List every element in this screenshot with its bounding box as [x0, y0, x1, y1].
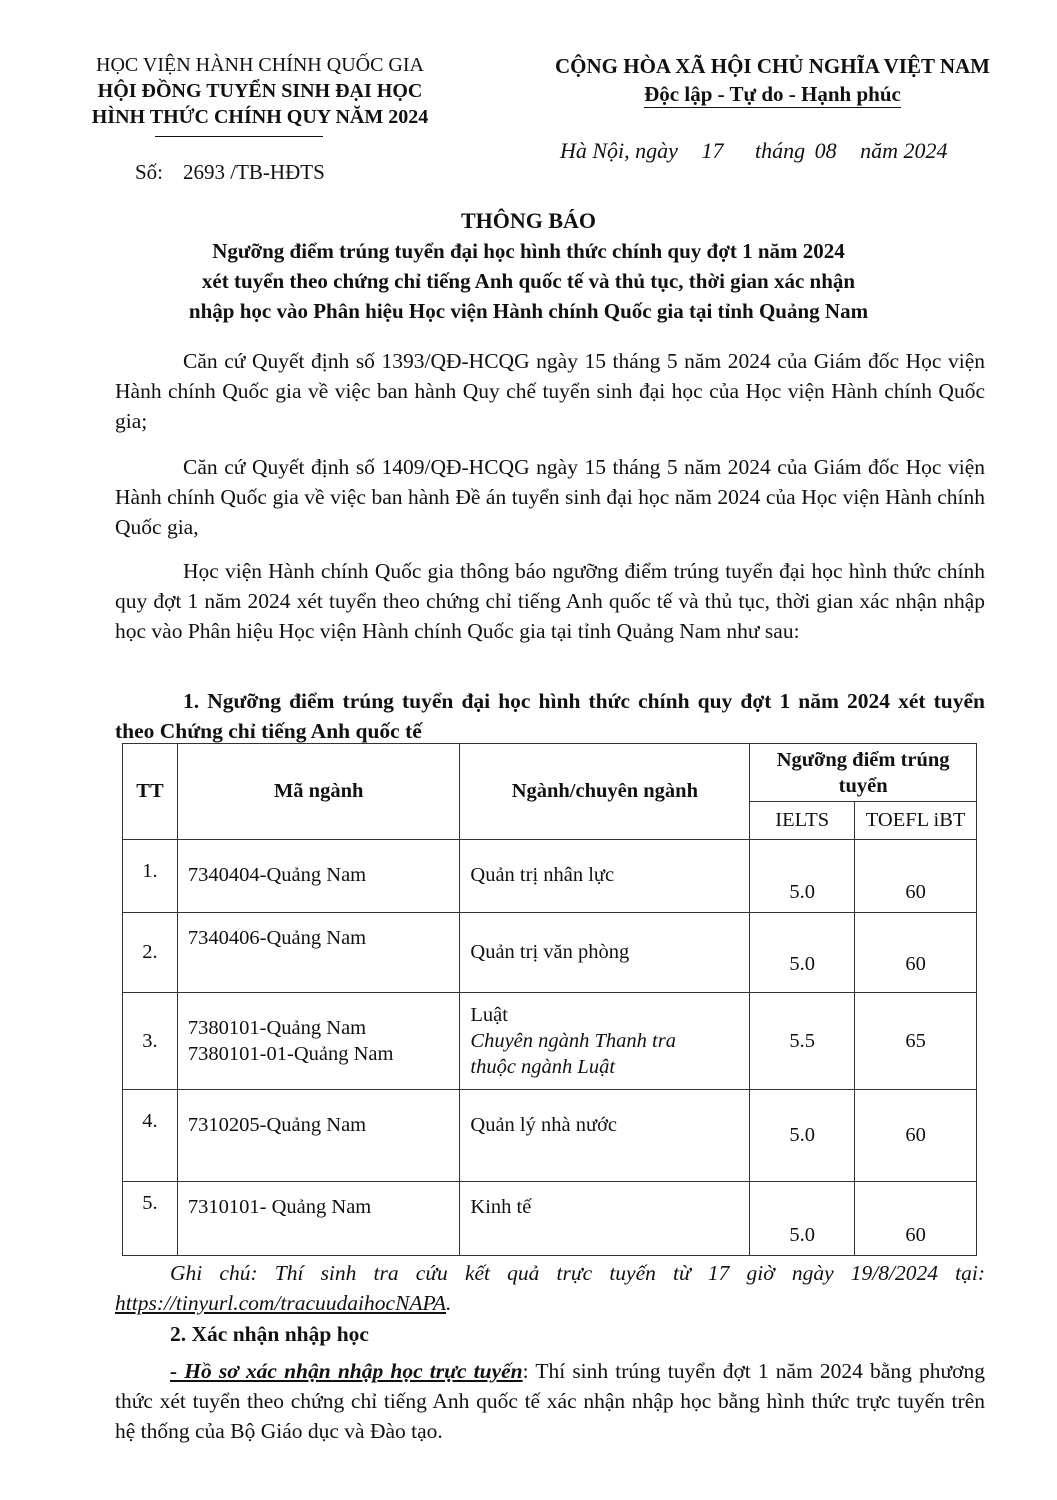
document-date: [560, 138, 947, 164]
table-row: [123, 1090, 977, 1182]
org-name: HỌC VIỆN HÀNH CHÍNH QUỐC GIA: [96, 54, 424, 76]
header-threshold: Ngưỡng điểm trúng tuyển: [750, 744, 977, 802]
cell-ielts: 5.0: [750, 1090, 855, 1182]
cell-code: 7310101- Quảng Nam: [177, 1182, 459, 1256]
council-subtitle: HÌNH THỨC CHÍNH QUY NĂM 2024: [91, 106, 429, 128]
cell-major: Kinh tế: [460, 1182, 750, 1256]
header-ielts: IELTS: [750, 802, 855, 840]
title-main: THÔNG BÁO: [460, 208, 597, 233]
header-toefl: TOEFL iBT: [855, 802, 977, 840]
cell-tt: 4.: [123, 1090, 178, 1182]
cell-toefl: 60: [855, 1090, 977, 1182]
cell-toefl: 60: [855, 913, 977, 993]
table-row: [123, 840, 977, 913]
cell-toefl: 60: [855, 1182, 977, 1256]
header-tt: TT: [123, 744, 178, 840]
country-name: CỘNG HÒA XÃ HỘI CHỦ NGHĨA VIỆT NAM: [554, 54, 991, 78]
reference-label: Số:: [135, 160, 164, 184]
header-left-divider: [155, 136, 323, 137]
cell-ielts: 5.5: [750, 993, 855, 1090]
table-row: [123, 993, 977, 1090]
council-name: HỘI ĐỒNG TUYỂN SINH ĐẠI HỌC: [97, 80, 423, 102]
title-line-1: Ngưỡng điểm trúng tuyển đại học hình thức chính quy đợt 1 năm 2024: [212, 239, 845, 263]
admission-threshold-table: [122, 743, 977, 1256]
cell-major: Quản trị văn phòng: [460, 913, 750, 993]
notice-title: [40, 206, 1017, 326]
paragraph-legal-basis-1: Căn cứ Quyết định số 1393/QĐ-HCQG ngày 15 tháng 5 năm 2024 của Giám đốc Học viện Hành chính Quốc gia về việc ban hành Quy chế tuyển sinh đại học của Học viện Hành chính Quốc gia;: [115, 349, 985, 433]
online-enrollment-text: : Thí sinh trúng tuyển đợt 1 năm 2024 bằng phương thức xét tuyển theo chứng chỉ tiếng Anh quốc tế xác nhận nhập học bằng hình thức trực tuyến trên hệ thống của Bộ Giáo dục và Đào tạo.: [115, 1359, 985, 1443]
paragraph-announcement: Học viện Hành chính Quốc gia thông báo ngưỡng điểm trúng tuyển đại học hình thức chính quy đợt 1 năm 2024 xét tuyển theo chứng chỉ tiếng Anh quốc tế và thủ tục, thời gian xác nhận nhập học vào Phân hiệu Học viện Hành chính Quốc gia tại tỉnh Quảng Nam như sau:: [115, 559, 985, 643]
reference-number: [135, 160, 325, 185]
cell-tt: 1.: [123, 840, 178, 913]
lookup-link[interactable]: https://tinyurl.com/tracuudaihocNAPA: [115, 1291, 447, 1315]
date-year: 2024: [903, 138, 948, 163]
paragraph-online-enrollment: [115, 1356, 985, 1446]
cell-major: Luật Chuyên ngành Thanh tra thuộc ngành Luật: [460, 993, 750, 1090]
cell-code: 7340406-Quảng Nam: [177, 913, 459, 993]
title-line-2: xét tuyển theo chứng chỉ tiếng Anh quốc tế và thủ tục, thời gian xác nhận: [201, 269, 856, 293]
cell-code: 7340404-Quảng Nam: [177, 840, 459, 913]
note-text: Ghi chú: Thí sinh tra cứu kết quả trực tuyến từ 17 giờ ngày 19/8/2024 tại:: [170, 1261, 985, 1285]
header-right: [520, 52, 1025, 108]
date-month-label: tháng: [754, 138, 806, 163]
cell-tt: 5.: [123, 1182, 178, 1256]
cell-major-sub: Chuyên ngành Thanh tra thuộc ngành Luật: [470, 1030, 676, 1078]
date-month: 08: [814, 138, 837, 163]
section-2-heading: 2. Xác nhận nhập học: [170, 1322, 369, 1346]
table-row: [123, 913, 977, 993]
cell-code: 7380101-Quảng Nam 7380101-01-Quảng Nam: [177, 993, 459, 1090]
header-code: Mã ngành: [177, 744, 459, 840]
table-row: [123, 1182, 977, 1256]
cell-major: Quản lý nhà nước: [460, 1090, 750, 1182]
header-left: [40, 52, 480, 130]
paragraph-legal-basis-2: Căn cứ Quyết định số 1409/QĐ-HCQG ngày 15 tháng 5 năm 2024 của Giám đốc Học viện Hành chính Quốc gia về việc ban hành Đề án tuyển sinh đại học năm 2024 của Học viện Hành chính Quốc gia,: [115, 455, 985, 539]
cell-toefl: 65: [855, 993, 977, 1090]
cell-major: Quản trị nhân lực: [460, 840, 750, 913]
date-day: 17: [701, 138, 724, 163]
date-place: Hà Nội, ngày: [560, 138, 678, 163]
online-enrollment-lead: - Hồ sơ xác nhận nhập học trực tuyến: [170, 1359, 523, 1383]
header-major: Ngành/chuyên ngành: [460, 744, 750, 840]
date-year-label: năm: [860, 138, 898, 163]
section-1-heading: 1. Ngưỡng điểm trúng tuyển đại học hình thức chính quy đợt 1 năm 2024 xét tuyển theo Chứng chỉ tiếng Anh quốc tế: [115, 689, 985, 743]
reference-value: 2693 /TB-HĐTS: [183, 160, 325, 184]
cell-ielts: 5.0: [750, 913, 855, 993]
national-motto: Độc lập - Tự do - Hạnh phúc: [644, 82, 901, 106]
cell-tt: 3.: [123, 993, 178, 1090]
cell-ielts: 5.0: [750, 840, 855, 913]
cell-code: 7310205-Quảng Nam: [177, 1090, 459, 1182]
note: Ghi chú: Thí sinh tra cứu kết quả trực tuyến từ 17 giờ ngày 19/8/2024 tại: https://tinyurl.com/tracuudaihocNAPA.: [115, 1261, 985, 1315]
cell-toefl: 60: [855, 840, 977, 913]
cell-tt: 2.: [123, 913, 178, 993]
cell-ielts: 5.0: [750, 1182, 855, 1256]
title-line-3: nhập học vào Phân hiệu Học viện Hành chính Quốc gia tại tỉnh Quảng Nam: [188, 299, 869, 323]
